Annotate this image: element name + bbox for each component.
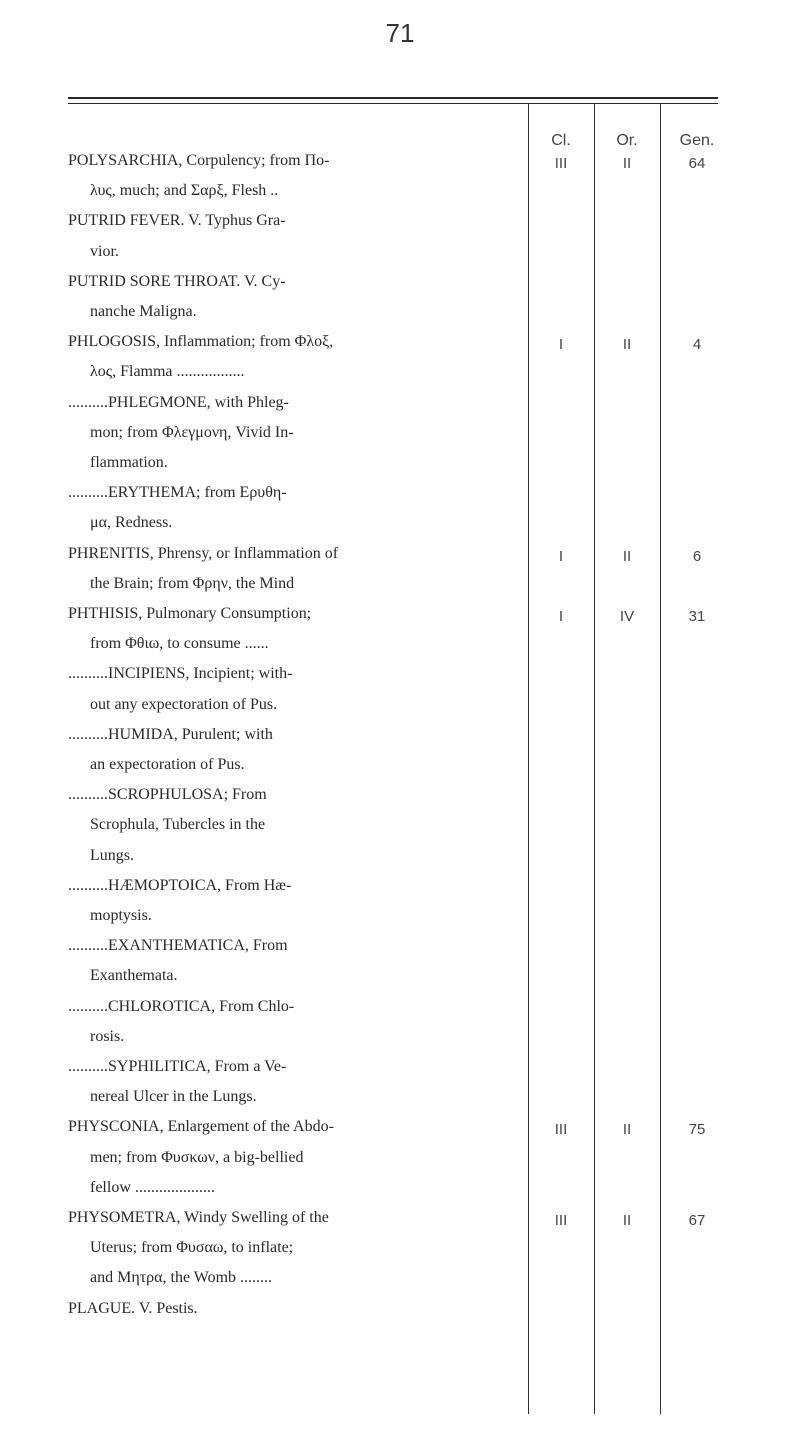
entry-line: ..........SCROPHULOSA; From [68, 786, 267, 804]
entry-line: moptysis. [90, 907, 152, 924]
column-header-class: Cl. [551, 132, 571, 149]
entry-line: Lungs. [90, 846, 134, 864]
entry-line: POLYSARCHIA, Corpulency; from Πο- [68, 152, 330, 169]
entry-line: PHYSCONIA, Enlargement of the Abdo- [68, 1118, 334, 1136]
value-gen: 6 [692, 547, 702, 565]
entry-line: an expectoration of Pus. [90, 756, 245, 773]
entry-line: Uterus; from Φυσαω, to inflate; [90, 1239, 294, 1257]
value-or: II [622, 1121, 632, 1139]
column-divider [528, 104, 529, 1414]
column-divider [660, 104, 661, 1414]
entry-line: PHLOGOSIS, Inflammation; from Φλοξ, [68, 333, 334, 351]
value-or: II [622, 155, 632, 172]
entry-line: fellow .................... [90, 1178, 215, 1196]
entry-line: ..........HÆMOPTOICA, From Hæ- [68, 876, 292, 894]
value-gen: 75 [688, 1121, 706, 1139]
entry-line: Scrophula, Tubercles in the [90, 816, 266, 834]
value-gen: 64 [688, 155, 706, 172]
entry-line: ..........SYPHILITICA, From a Ve- [68, 1058, 287, 1075]
value-cl: III [554, 1121, 568, 1139]
value-gen: 4 [692, 336, 702, 354]
column-header-genus: Gen. [679, 132, 715, 149]
entry-line: ..........HUMIDA, Purulent; with [68, 725, 273, 743]
top-rule-thin [68, 103, 718, 104]
entry-line: PHYSOMETRA, Windy Swelling of the [68, 1209, 329, 1226]
entry-line: ..........INCIPIENS, Incipient; with- [68, 665, 293, 683]
entry-line: Exanthemata. [90, 967, 178, 985]
column-header-order: Or. [616, 132, 638, 149]
entry-line: vior. [90, 242, 119, 260]
entry-line: out any expectoration of Pus. [90, 695, 278, 713]
value-gen: 31 [688, 608, 706, 625]
entry-line: rosis. [90, 1027, 125, 1045]
value-or: II [622, 336, 632, 354]
entry-line: PUTRID SORE THROAT. V. Cy- [68, 272, 286, 290]
column-divider [594, 104, 595, 1414]
entry-line: ..........ERYTHEMA; from Ερυθη- [68, 484, 287, 502]
entry-line: λος, Flamma ................. [90, 363, 245, 381]
value-cl: I [558, 336, 564, 354]
value-or: IV [619, 608, 635, 625]
entry-line: mon; from Φλεγμονη, Vivid In- [90, 423, 294, 441]
entry-line: from Φθιω, to consume ...... [90, 635, 269, 653]
value-cl: I [558, 547, 564, 565]
entry-line: nanche Maligna. [90, 303, 197, 320]
entry-line: ..........CHLOROTICA, From Chlo- [68, 997, 295, 1015]
value-or: II [622, 547, 632, 565]
value-cl: III [554, 1212, 568, 1229]
value-cl: III [554, 155, 568, 172]
entry-line: PUTRID FEVER. V. Typhus Gra- [68, 212, 286, 230]
value-gen: 67 [688, 1212, 706, 1229]
entry-line: PHTHISIS, Pulmonary Consumption; [68, 605, 312, 622]
entry-line: μα, Redness. [90, 514, 173, 532]
entry-line: and Μητρα, the Womb ........ [90, 1269, 273, 1287]
entry-line: men; from Φυσκων, a big-bellied [90, 1148, 304, 1166]
entry-line: ..........EXANTHEMATICA, From [68, 937, 288, 955]
entry-line: λυς, much; and Σαρξ, Flesh .. [90, 182, 279, 200]
entry-line: nereal Ulcer in the Lungs. [90, 1088, 257, 1106]
entry-line: ..........PHLEGMONE, with Phleg- [68, 393, 289, 411]
page-number: 71 [385, 18, 415, 48]
entry-line: flammation. [90, 454, 168, 471]
entry-line: PHRENITIS, Phrensy, or Inflammation of [68, 544, 339, 562]
top-rule [68, 97, 718, 99]
value-or: II [622, 1212, 632, 1229]
value-cl: I [558, 608, 564, 625]
entry-line: PLAGUE. V. Pestis. [68, 1299, 198, 1317]
entry-line: the Brain; from Φρην, the Mind [90, 574, 295, 592]
